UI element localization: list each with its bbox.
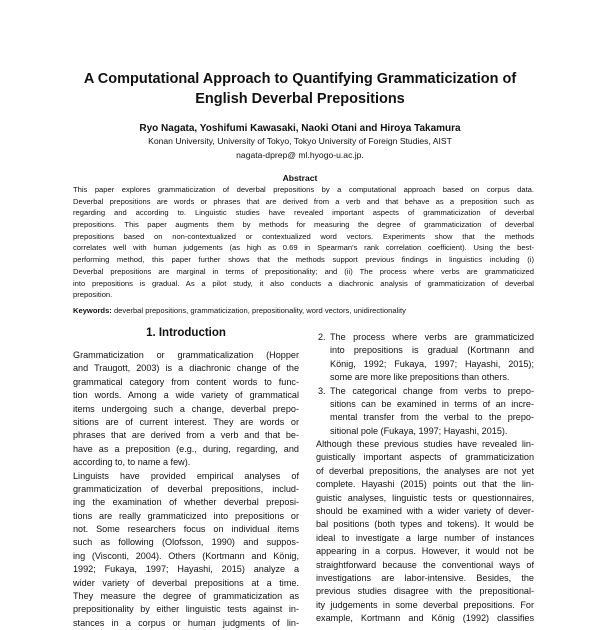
list-item-line: The process where verbs are grammaticized bbox=[330, 332, 534, 342]
paragraph-line: such as following (Olofsson, 1990) and suppos- bbox=[73, 537, 299, 548]
right-column-text bbox=[316, 438, 534, 625]
paragraph-line: ing (Visconti, 2004). Others (Kortmann and König, bbox=[73, 550, 299, 561]
paragraph-line: and Traugott, 2003) is a diachronic change of the bbox=[73, 363, 299, 374]
abstract-line: Deverbal prepositions are words or phrases that are derived from a verb and that behave as a preposition such as bbox=[73, 196, 534, 206]
list-item bbox=[330, 385, 534, 439]
paragraph-line: guistic analyses, linguistic tests or questionnaires, bbox=[316, 492, 534, 503]
keywords-text: deverbal prepositions, grammaticization, prepositionality, word vectors, unidirectionality bbox=[113, 306, 406, 315]
email: nagata-dprep@ ml.hyogo-u.ac.jp. bbox=[236, 150, 364, 160]
paragraph-line: tions are really grammaticized into prepositions or bbox=[73, 510, 299, 521]
paragraph-line: They measure the degree of grammaticization as bbox=[73, 591, 299, 602]
abstract-line: correlates well with human judgements (as high as 0.69 in Spearman's rank correlation coefficient). Using the best- bbox=[73, 243, 534, 253]
paragraph-line: not. Some researchers focus on individual items bbox=[73, 524, 299, 535]
paragraph-line: straightforward because the conventional ways of bbox=[316, 559, 534, 570]
paragraph-line: items undergoing such a change, deverbal prepo- bbox=[73, 403, 299, 414]
section-heading: 1. Introduction bbox=[146, 327, 226, 339]
paragraph-line: of deverbal prepositions, the analyses are not yet bbox=[316, 465, 534, 476]
abstract-line: regarding and according to. Linguistic studies have revealed important aspects of grammaticization of deverbal bbox=[73, 208, 534, 218]
paragraph-line: according to, to name a few). bbox=[73, 457, 191, 468]
list-item-line: into prepositions is gradual (Kortmann and bbox=[330, 345, 534, 356]
paragraph-line: Although these previous studies have revealed lin- bbox=[316, 439, 534, 449]
paragraph-line: Linguists have provided empirical analyses of bbox=[73, 470, 299, 481]
paragraph-line: bal positions (both types and tokens). It would be bbox=[316, 519, 534, 530]
list-item-line: some are more like prepositions than others. bbox=[330, 372, 510, 383]
list-item-line: sitional pole (Fukaya, 1997; Hayashi, 2015). bbox=[330, 425, 508, 436]
paragraph-line: 1992; Fukaya, 1997; Hayashi, 2015) analyze a bbox=[73, 564, 299, 575]
affiliation: Konan University, University of Tokyo, Tokyo University of Foreign Studies, AIST bbox=[148, 136, 452, 146]
authors: Ryo Nagata, Yoshifumi Kawasaki, Naoki Otani and Hiroya Takamura bbox=[139, 123, 461, 134]
list-item-line: The categorical change from verbs to prepo- bbox=[330, 385, 534, 396]
paragraph-line: previous studies disagree with the prepositional- bbox=[316, 586, 534, 597]
list-number: 2. bbox=[318, 332, 326, 342]
paragraph-line: guistically important aspects of grammaticization bbox=[316, 452, 534, 463]
paragraph-line: stances in a corpus or human judgments of lin- bbox=[73, 617, 299, 628]
paragraph-line: phrases that are derived from a verb and that be- bbox=[73, 430, 299, 441]
paragraph-line: wider variety of deverbal prepositions at a time. bbox=[73, 577, 299, 588]
paragraph-line: ing the examination of whether deverbal preposi- bbox=[73, 497, 299, 508]
abstract-heading: Abstract bbox=[282, 173, 318, 183]
list-item-line: mental transfer from the verbal to the prepo- bbox=[330, 412, 534, 423]
abstract-line: into prepositions is gradual. As a pilot study, it also conducts a diachronic analysis of grammaticization of deverbal bbox=[73, 278, 534, 288]
keywords-label: Keywords: bbox=[73, 306, 112, 315]
paragraph-line: appearing in a corpus. However, it would not be bbox=[316, 546, 534, 557]
paragraph-line: ideal to investigate a large number of instances bbox=[316, 532, 534, 543]
paragraph-line: Grammaticization or grammaticalization (Hopper bbox=[73, 350, 299, 360]
abstract-line: prepositions. This paper augments them by methods for measuring the degree of grammaticization of deverbal bbox=[73, 220, 534, 230]
list-item bbox=[330, 331, 534, 385]
paper-title-line-2: English Deverbal Prepositions bbox=[195, 91, 405, 107]
paragraph-line: example, Kortmann and König (1992) classifies bbox=[316, 613, 534, 624]
paragraph-line: prepositionality by either linguistic tests against in- bbox=[73, 604, 299, 615]
list-number: 3. bbox=[318, 385, 326, 396]
paragraph-line: should be examined with a wider variety of dever- bbox=[316, 505, 534, 516]
paper-title-line-1: A Computational Approach to Quantifying Grammaticization of bbox=[83, 71, 517, 87]
abstract-body bbox=[73, 184, 534, 301]
paragraph-line: tion words. Among a wide variety of grammatical bbox=[73, 390, 299, 401]
list-item-line: König, 1992; Fukaya, 1997; Hayashi, 2015); bbox=[330, 358, 534, 369]
paragraph-line: have as a preposition (e.g., during, regarding, and bbox=[73, 443, 299, 454]
abstract-line: Deverbal prepositions are marginal in terms of prepositionality; and (ii) The process where verbs are grammaticized bbox=[73, 266, 534, 276]
paragraph-line: ity judgements in some deverbal prepositions. For bbox=[316, 599, 534, 610]
abstract-line: preposition. bbox=[73, 290, 113, 300]
paragraph-line: grammatical category from content words to func- bbox=[73, 376, 299, 387]
abstract-line: This paper explores grammaticization of deverbal prepositions by a computational approach based on corpus data. bbox=[73, 185, 534, 194]
left-column-text bbox=[73, 349, 299, 630]
abstract-line: prepositions based on non-contextualized or contextualized word vectors. Experiments show that the methods bbox=[73, 231, 534, 241]
list-item-line: sitions can be examined in terms of an incre- bbox=[330, 398, 534, 409]
paragraph-line: complete. Hayashi (2015) points out that the lin- bbox=[316, 479, 534, 490]
paragraph-line: sitions are of current interest. They are words or bbox=[73, 416, 299, 427]
abstract-line: performing method, this paper further shows that the methods support previous findings in linguistics including (i) bbox=[73, 255, 534, 265]
keywords bbox=[73, 306, 406, 315]
paragraph-line: investigations are labor-intensive. Besides, the bbox=[316, 572, 534, 583]
paragraph-line: grammaticization of deverbal prepositions, includ- bbox=[73, 483, 299, 494]
